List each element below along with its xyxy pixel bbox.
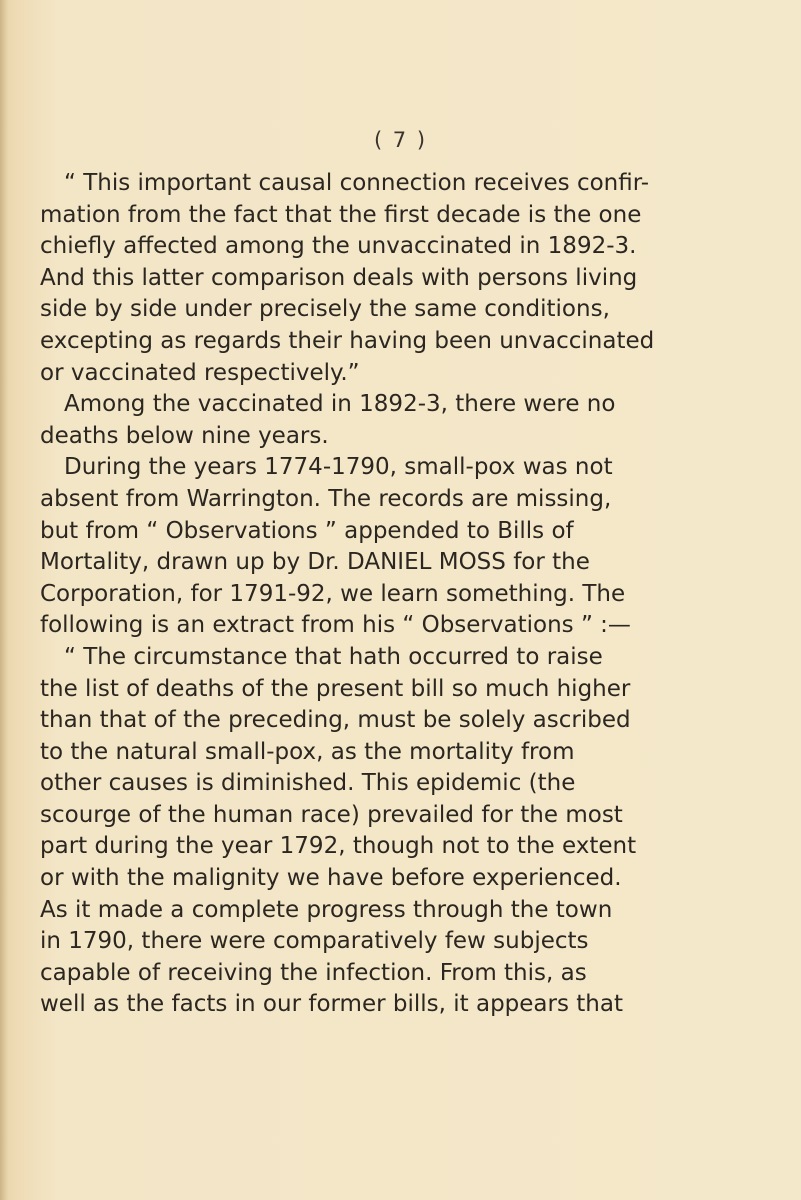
text-line-20: other causes is diminished. This epidemic (the [40, 770, 576, 797]
text-line-24: As it made a complete progress through the town [40, 896, 613, 923]
text-line-6: excepting as regards their having been unvaccinated [40, 327, 655, 354]
text-line-26: capable of receiving the infection. From this, as [40, 959, 587, 986]
text-line-17: the list of deaths of the present bill so much higher [40, 675, 631, 702]
page-binding-edge [0, 0, 8, 1200]
text-line-7: or vaccinated respectively.” [40, 359, 360, 386]
text-line-14: Corporation, for 1791-92, we learn something. The [40, 580, 626, 607]
text-line-18: than that of the preceding, must be solely ascribed [40, 707, 631, 734]
text-line-10: During the years 1774-1790, small-pox was not [64, 454, 613, 481]
text-line-2: mation from the fact that the first decade is the one [40, 201, 642, 228]
body-text [40, 168, 762, 1021]
text-line-23: or with the malignity we have before experienced. [40, 865, 622, 892]
text-line-1: “ This important causal connection receives confir- [64, 170, 650, 196]
text-line-21: scourge of the human race) prevailed for the most [40, 801, 623, 828]
text-line-5: side by side under precisely the same conditions, [40, 296, 610, 323]
text-line-25: in 1790, there were comparatively few subjects [40, 928, 589, 955]
text-line-9: deaths below nine years. [40, 422, 329, 449]
page-number: ( 7 ) [373, 128, 428, 152]
text-line-8: Among the vaccinated in 1892-3, there were no [64, 391, 616, 418]
text-line-3: chiefly affected among the unvaccinated in 1892-3. [40, 233, 637, 260]
text-line-12: but from “ Observations ” appended to Bills of [40, 517, 574, 544]
text-line-19: to the natural small-pox, as the mortality from [40, 738, 575, 765]
text-line-15: following is an extract from his “ Observations ” :— [40, 612, 631, 639]
text-line-13: Mortality, drawn up by Dr. DANIEL MOSS for the [40, 549, 590, 576]
text-line-27: well as the facts in our former bills, it appears that [40, 991, 623, 1018]
text-line-16: “ The circumstance that hath occurred to raise [64, 643, 603, 670]
text-line-11: absent from Warrington. The records are missing, [40, 485, 612, 512]
text-line-4: And this latter comparison deals with persons living [40, 264, 638, 291]
text-line-22: part during the year 1792, though not to the extent [40, 833, 637, 860]
